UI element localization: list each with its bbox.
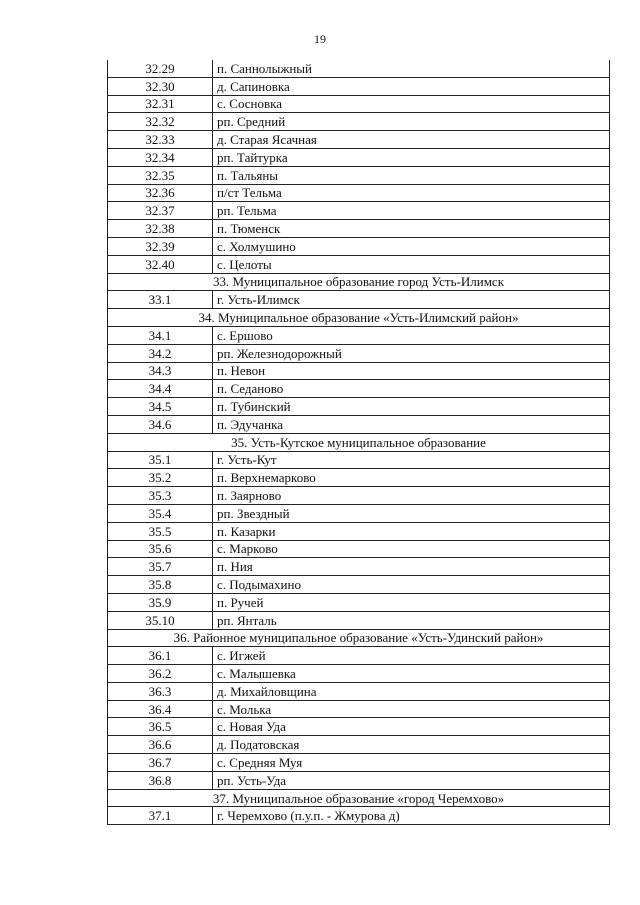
settlement-name: рп. Тайтурка [213, 148, 610, 166]
table-row [108, 558, 610, 576]
row-number: 34.3 [108, 362, 213, 380]
row-number: 35.5 [108, 522, 213, 540]
row-number: 35.7 [108, 558, 213, 576]
table-row [108, 682, 610, 700]
settlement-name: г. Черемхово (п.у.п. - Жмурова д) [213, 807, 610, 825]
table-row [108, 77, 610, 95]
table-row [108, 647, 610, 665]
settlement-name: с. Малышевка [213, 665, 610, 683]
row-number: 36.3 [108, 682, 213, 700]
settlements-table [107, 60, 610, 825]
row-number: 34.5 [108, 398, 213, 416]
settlement-name: рп. Янталь [213, 611, 610, 629]
settlement-name: д. Податовская [213, 736, 610, 754]
table-row [108, 665, 610, 683]
table-row [108, 771, 610, 789]
row-number: 34.2 [108, 344, 213, 362]
row-number: 32.34 [108, 148, 213, 166]
section-header-row [108, 629, 610, 647]
table-row [108, 415, 610, 433]
table-body [108, 60, 610, 825]
row-number: 32.31 [108, 95, 213, 113]
row-number: 35.10 [108, 611, 213, 629]
table-row [108, 736, 610, 754]
settlement-name: г. Усть-Кут [213, 451, 610, 469]
table-row [108, 754, 610, 772]
row-number: 32.38 [108, 220, 213, 238]
row-number: 32.32 [108, 113, 213, 131]
settlement-name: п. Невон [213, 362, 610, 380]
table-row [108, 398, 610, 416]
settlement-name: рп. Усть-Уда [213, 771, 610, 789]
settlement-name: рп. Звездный [213, 504, 610, 522]
row-number: 35.9 [108, 593, 213, 611]
row-number: 32.36 [108, 184, 213, 202]
table-row [108, 148, 610, 166]
settlement-name: п. Заярново [213, 487, 610, 505]
row-number: 36.7 [108, 754, 213, 772]
table-row [108, 487, 610, 505]
row-number: 37.1 [108, 807, 213, 825]
table-row [108, 113, 610, 131]
table-row [108, 718, 610, 736]
settlement-name: с. Марково [213, 540, 610, 558]
table-row [108, 131, 610, 149]
settlement-name: с. Молька [213, 700, 610, 718]
row-number: 34.4 [108, 380, 213, 398]
settlement-name: г. Усть-Илимск [213, 291, 610, 309]
settlement-name: рп. Железнодорожный [213, 344, 610, 362]
settlement-name: п. Тюменск [213, 220, 610, 238]
section-title: 34. Муниципальное образование «Усть-Илимский район» [108, 309, 610, 327]
settlement-name: с. Игжей [213, 647, 610, 665]
table-row [108, 504, 610, 522]
section-title: 36. Районное муниципальное образование «Усть-Удинский район» [108, 629, 610, 647]
row-number: 33.1 [108, 291, 213, 309]
settlement-name: д. Михайловщина [213, 682, 610, 700]
settlement-name: рп. Средний [213, 113, 610, 131]
settlement-name: с. Сосновка [213, 95, 610, 113]
settlement-name: п. Ния [213, 558, 610, 576]
settlement-name: с. Целоты [213, 255, 610, 273]
settlement-name: д. Старая Ясачная [213, 131, 610, 149]
row-number: 32.30 [108, 77, 213, 95]
row-number: 35.8 [108, 576, 213, 594]
table-row [108, 380, 610, 398]
table-row [108, 344, 610, 362]
table-row [108, 807, 610, 825]
table-row [108, 95, 610, 113]
settlement-name: с. Ершово [213, 326, 610, 344]
settlement-name: п. Ручей [213, 593, 610, 611]
table-row [108, 291, 610, 309]
table-row [108, 576, 610, 594]
row-number: 32.40 [108, 255, 213, 273]
table-row [108, 326, 610, 344]
table-row [108, 255, 610, 273]
row-number: 35.4 [108, 504, 213, 522]
table-row [108, 540, 610, 558]
row-number: 36.1 [108, 647, 213, 665]
row-number: 34.1 [108, 326, 213, 344]
table-row [108, 166, 610, 184]
table-row [108, 451, 610, 469]
settlement-name: с. Холмушино [213, 237, 610, 255]
table-row [108, 469, 610, 487]
table-row [108, 362, 610, 380]
settlement-name: с. Средняя Муя [213, 754, 610, 772]
table-row [108, 522, 610, 540]
row-number: 32.39 [108, 237, 213, 255]
settlement-name: п/ст Тельма [213, 184, 610, 202]
settlement-name: п. Тальяны [213, 166, 610, 184]
settlement-name: п. Эдучанка [213, 415, 610, 433]
row-number: 35.2 [108, 469, 213, 487]
section-title: 37. Муниципальное образование «город Черемхово» [108, 789, 610, 807]
row-number: 35.3 [108, 487, 213, 505]
table-row [108, 60, 610, 77]
settlement-name: с. Подымахино [213, 576, 610, 594]
section-header-row [108, 433, 610, 451]
settlement-name: п. Верхнемарково [213, 469, 610, 487]
section-title: 33. Муниципальное образование город Усть-Илимск [108, 273, 610, 291]
section-title: 35. Усть-Кутское муниципальное образование [108, 433, 610, 451]
row-number: 32.35 [108, 166, 213, 184]
section-header-row [108, 309, 610, 327]
table-row [108, 184, 610, 202]
row-number: 32.29 [108, 60, 213, 77]
table-row [108, 220, 610, 238]
table-row [108, 202, 610, 220]
row-number: 36.6 [108, 736, 213, 754]
table-row [108, 593, 610, 611]
row-number: 36.5 [108, 718, 213, 736]
row-number: 35.6 [108, 540, 213, 558]
row-number: 36.8 [108, 771, 213, 789]
settlement-name: д. Сапиновка [213, 77, 610, 95]
settlement-name: рп. Тельма [213, 202, 610, 220]
table-row [108, 237, 610, 255]
page-number: 19 [314, 32, 326, 46]
section-header-row [108, 273, 610, 291]
row-number: 36.2 [108, 665, 213, 683]
settlement-name: п. Седаново [213, 380, 610, 398]
row-number: 35.1 [108, 451, 213, 469]
settlement-name: п. Казарки [213, 522, 610, 540]
row-number: 36.4 [108, 700, 213, 718]
settlement-name: п. Тубинский [213, 398, 610, 416]
table-row [108, 700, 610, 718]
settlement-name: п. Саннолыжный [213, 60, 610, 77]
row-number: 32.33 [108, 131, 213, 149]
settlement-name: с. Новая Уда [213, 718, 610, 736]
row-number: 32.37 [108, 202, 213, 220]
section-header-row [108, 789, 610, 807]
row-number: 34.6 [108, 415, 213, 433]
table-row [108, 611, 610, 629]
